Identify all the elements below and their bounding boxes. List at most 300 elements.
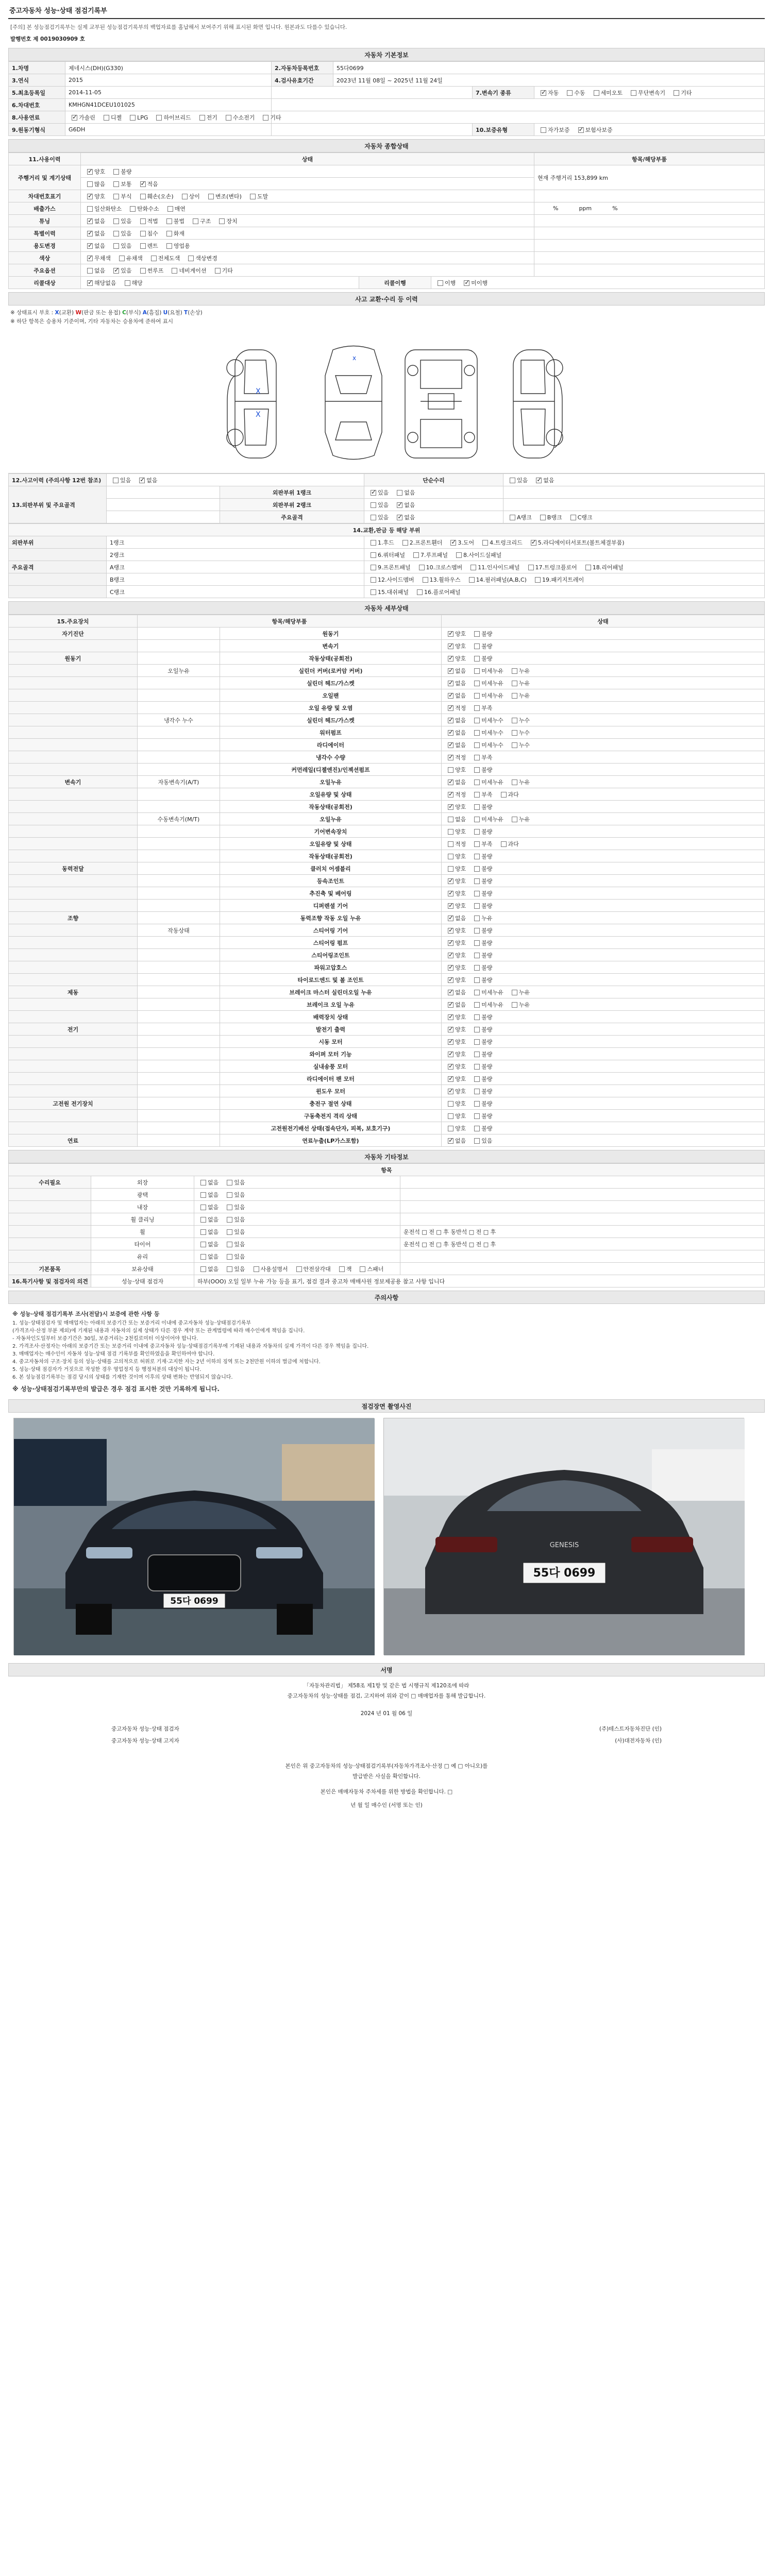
mileage-amount-option-label: 적음 bbox=[147, 180, 158, 188]
detail-checkbox[interactable] bbox=[474, 866, 480, 872]
other-checkbox[interactable] bbox=[296, 1266, 302, 1272]
other-checkbox[interactable] bbox=[339, 1266, 345, 1272]
recall-checkbox[interactable] bbox=[87, 280, 93, 286]
exchange-part-checkbox[interactable] bbox=[450, 540, 456, 546]
other-checkbox[interactable] bbox=[227, 1254, 232, 1260]
legend-code: A bbox=[142, 310, 147, 316]
detail-group bbox=[9, 677, 138, 689]
other-row bbox=[9, 1201, 765, 1213]
main-option-checkbox[interactable] bbox=[140, 268, 146, 274]
exchange-part-checkbox[interactable] bbox=[413, 552, 419, 558]
accident-checkbox[interactable] bbox=[139, 478, 145, 483]
detail-checkbox[interactable] bbox=[448, 866, 453, 872]
rank-checkbox[interactable] bbox=[397, 502, 402, 508]
detail-group bbox=[9, 640, 138, 652]
other-checkbox[interactable] bbox=[227, 1242, 232, 1247]
detail-checkbox[interactable] bbox=[448, 940, 453, 946]
detail-checkbox[interactable] bbox=[512, 730, 517, 736]
transmission-checkbox[interactable] bbox=[674, 90, 679, 96]
basic-row bbox=[9, 74, 765, 87]
detail-checkbox[interactable] bbox=[474, 1064, 480, 1070]
detail-option bbox=[471, 741, 503, 749]
detail-option-label: 누유 bbox=[518, 1001, 530, 1008]
opinion-row bbox=[9, 1275, 765, 1287]
detail-checkbox[interactable] bbox=[512, 817, 517, 822]
detail-checkbox[interactable] bbox=[448, 1064, 453, 1070]
frame-rank-option bbox=[507, 513, 532, 521]
simple-repair-checkbox[interactable] bbox=[536, 478, 542, 483]
vin-checkbox[interactable] bbox=[87, 194, 93, 199]
detail-checkbox[interactable] bbox=[474, 1052, 480, 1057]
fuel-checkbox[interactable] bbox=[104, 115, 109, 121]
rank-checkbox[interactable] bbox=[371, 515, 376, 520]
detail-checkbox[interactable] bbox=[448, 755, 453, 760]
detail-checkbox[interactable] bbox=[448, 1002, 453, 1008]
color-option-label: 유채색 bbox=[126, 255, 143, 262]
detail-sub bbox=[138, 1122, 220, 1134]
fuel-checkbox[interactable] bbox=[199, 115, 205, 121]
detail-checkbox[interactable] bbox=[474, 1002, 480, 1008]
detail-checkbox[interactable] bbox=[448, 1101, 453, 1107]
other-checkbox[interactable] bbox=[200, 1205, 206, 1210]
color-checkbox[interactable] bbox=[119, 256, 125, 261]
exchange-part-checkbox[interactable] bbox=[531, 540, 536, 546]
sign-date: 2024 년 01 월 06 일 bbox=[360, 1710, 413, 1717]
detail-checkbox[interactable] bbox=[512, 693, 517, 699]
detail-group bbox=[9, 949, 138, 961]
detail-checkbox[interactable] bbox=[474, 1101, 480, 1107]
detail-row bbox=[9, 665, 765, 677]
detail-item: 작동상태(공회전) bbox=[220, 850, 442, 862]
detail-checkbox[interactable] bbox=[474, 1113, 480, 1119]
rank-row bbox=[9, 486, 765, 499]
detail-checkbox[interactable] bbox=[474, 854, 480, 859]
rank-label: 13.외판부위 및 주요골격 bbox=[9, 486, 107, 523]
detail-option bbox=[445, 877, 466, 885]
detail-checkbox[interactable] bbox=[474, 878, 480, 884]
tuning-option bbox=[110, 217, 131, 225]
detail-sub bbox=[138, 1048, 220, 1060]
detail-option bbox=[445, 902, 466, 910]
detail-checkbox[interactable] bbox=[474, 928, 480, 934]
tuning-option bbox=[137, 217, 158, 225]
detail-checkbox[interactable] bbox=[474, 755, 480, 760]
detail-checkbox[interactable] bbox=[474, 817, 480, 822]
other-checkbox[interactable] bbox=[200, 1242, 206, 1247]
simple-repair-checkbox[interactable] bbox=[510, 478, 515, 483]
detail-sub bbox=[138, 961, 220, 974]
other-checkbox[interactable] bbox=[227, 1266, 232, 1272]
detail-checkbox[interactable] bbox=[448, 990, 453, 995]
detail-checkbox[interactable] bbox=[448, 792, 453, 798]
exchange-part-checkbox[interactable] bbox=[482, 540, 488, 546]
detail-checkbox[interactable] bbox=[474, 718, 480, 723]
exchange-part-checkbox[interactable] bbox=[423, 577, 428, 583]
basic-row bbox=[9, 111, 765, 124]
detail-checkbox[interactable] bbox=[474, 916, 480, 921]
main-option-checkbox[interactable] bbox=[87, 268, 93, 274]
detail-option bbox=[445, 951, 466, 959]
detail-checkbox[interactable] bbox=[474, 990, 480, 995]
color-checkbox[interactable] bbox=[151, 256, 157, 261]
detail-sub bbox=[138, 1110, 220, 1122]
detail-checkbox[interactable] bbox=[474, 903, 480, 909]
other-option-label: 스패너 bbox=[367, 1265, 384, 1273]
detail-option bbox=[509, 741, 530, 749]
exchange-rank: A랭크 bbox=[107, 561, 364, 573]
warranty-checkbox[interactable] bbox=[541, 127, 546, 133]
detail-checkbox[interactable] bbox=[448, 705, 453, 711]
vin-checkbox[interactable] bbox=[208, 194, 214, 199]
vin-checkbox[interactable] bbox=[250, 194, 256, 199]
rear-badge-text: GENESIS bbox=[549, 1541, 579, 1549]
detail-group bbox=[9, 689, 138, 702]
exchange-part-checkbox[interactable] bbox=[371, 589, 376, 595]
detail-checkbox[interactable] bbox=[474, 1027, 480, 1032]
detail-group bbox=[9, 825, 138, 838]
tuning-option-label: 장치 bbox=[226, 217, 238, 225]
detail-checkbox[interactable] bbox=[448, 1039, 453, 1045]
tuning-checkbox[interactable] bbox=[166, 218, 172, 224]
detail-option bbox=[471, 716, 503, 724]
special-history-checkbox[interactable] bbox=[87, 231, 93, 236]
recall-checkbox[interactable] bbox=[125, 280, 130, 286]
detail-option-label: 불량 bbox=[481, 1026, 493, 1033]
detail-checkbox[interactable] bbox=[474, 1126, 480, 1131]
detail-checkbox[interactable] bbox=[448, 1126, 453, 1131]
special-history-checkbox[interactable] bbox=[113, 231, 119, 236]
detail-checkbox[interactable] bbox=[474, 643, 480, 649]
other-option bbox=[336, 1265, 352, 1273]
detail-checkbox[interactable] bbox=[474, 792, 480, 798]
detail-item: 스티어링조인트 bbox=[220, 949, 442, 961]
detail-checkbox[interactable] bbox=[448, 817, 453, 822]
receipt-date: 년 월 일 매수인 (서명 또는 인) bbox=[350, 1802, 423, 1808]
mileage-checkbox[interactable] bbox=[113, 169, 119, 175]
other-options bbox=[194, 1201, 400, 1213]
mileage-amount-checkbox[interactable] bbox=[140, 181, 146, 187]
detail-checkbox[interactable] bbox=[474, 891, 480, 896]
detail-checkbox[interactable] bbox=[474, 779, 480, 785]
mileage-note-value: 153,899 km bbox=[574, 174, 608, 181]
detail-checkbox[interactable] bbox=[448, 804, 453, 810]
other-checkbox[interactable] bbox=[227, 1217, 232, 1223]
front-photo-image bbox=[14, 1418, 375, 1655]
emission-checkbox[interactable] bbox=[130, 206, 136, 212]
rank-checkbox[interactable] bbox=[397, 490, 402, 496]
usage-change-checkbox[interactable] bbox=[113, 243, 119, 249]
transmission-checkbox[interactable] bbox=[567, 90, 573, 96]
exchange-part-checkbox[interactable] bbox=[528, 565, 534, 570]
detail-option bbox=[445, 1062, 466, 1071]
tuning-checkbox[interactable] bbox=[193, 218, 198, 224]
special-history-checkbox[interactable] bbox=[166, 231, 172, 236]
detail-option-label: 불량 bbox=[481, 1013, 493, 1021]
detail-checkbox[interactable] bbox=[512, 779, 517, 785]
detail-checkbox[interactable] bbox=[512, 990, 517, 995]
detail-option bbox=[445, 963, 466, 972]
mileage-amount-option bbox=[137, 180, 158, 188]
detail-checkbox[interactable] bbox=[448, 965, 453, 971]
detail-checkbox[interactable] bbox=[512, 681, 517, 686]
mileage-amount-checkbox[interactable] bbox=[87, 181, 93, 187]
warranty-checkbox[interactable] bbox=[578, 127, 584, 133]
detail-checkbox[interactable] bbox=[474, 940, 480, 946]
exchange-part-checkbox[interactable] bbox=[469, 577, 475, 583]
transmission-checkbox[interactable] bbox=[594, 90, 599, 96]
other-checkbox[interactable] bbox=[227, 1192, 232, 1198]
mileage-amount-checkbox[interactable] bbox=[113, 181, 119, 187]
note-item: 5. 성능·상태 점검자가 거짓으로 작성한 경우 영업정지 등 행정처분의 대상이 됩니다. bbox=[12, 1367, 201, 1372]
simple-repair-options bbox=[503, 474, 765, 486]
note-item: 6. 본 성능점검기록부는 점검 당시의 상태를 기재한 것이며 이후의 상태 변화는 반영되지 않습니다. bbox=[12, 1375, 233, 1380]
other-checkbox[interactable] bbox=[227, 1180, 232, 1185]
detail-checkbox[interactable] bbox=[474, 668, 480, 674]
detail-option bbox=[445, 667, 466, 675]
detail-checkbox[interactable] bbox=[474, 1089, 480, 1094]
detail-checkbox[interactable] bbox=[474, 841, 480, 847]
detail-checkbox[interactable] bbox=[474, 965, 480, 971]
detail-checkbox[interactable] bbox=[448, 1052, 453, 1057]
detail-checkbox[interactable] bbox=[512, 742, 517, 748]
detail-checkbox[interactable] bbox=[474, 1138, 480, 1144]
detail-state-table bbox=[8, 615, 765, 1147]
usage-change-checkbox[interactable] bbox=[140, 243, 146, 249]
detail-checkbox[interactable] bbox=[448, 668, 453, 674]
detail-checkbox[interactable] bbox=[512, 718, 517, 723]
detail-checkbox[interactable] bbox=[448, 928, 453, 934]
main-option-checkbox[interactable] bbox=[113, 268, 119, 274]
detail-row bbox=[9, 813, 765, 825]
rank-checkbox[interactable] bbox=[371, 490, 376, 496]
special-history-checkbox[interactable] bbox=[140, 231, 146, 236]
main-option-option bbox=[137, 266, 164, 275]
detail-option-label: 없음 bbox=[455, 717, 466, 724]
detail-checkbox[interactable] bbox=[474, 656, 480, 662]
other-checkbox[interactable] bbox=[200, 1180, 206, 1185]
detail-checkbox[interactable] bbox=[448, 1113, 453, 1119]
detail-checkbox[interactable] bbox=[474, 767, 480, 773]
tuning-checkbox[interactable] bbox=[219, 218, 225, 224]
other-option bbox=[224, 1240, 245, 1248]
detail-checkbox[interactable] bbox=[448, 1027, 453, 1032]
detail-checkbox[interactable] bbox=[474, 730, 480, 736]
frame-rank-checkbox[interactable] bbox=[540, 515, 546, 520]
main-option-option bbox=[110, 266, 131, 275]
detail-checkbox[interactable] bbox=[448, 1089, 453, 1094]
detail-sub bbox=[138, 949, 220, 961]
detail-checkbox[interactable] bbox=[474, 977, 480, 983]
detail-checkbox[interactable] bbox=[512, 1002, 517, 1008]
other-checkbox[interactable] bbox=[200, 1254, 206, 1260]
exchange-part-checkbox[interactable] bbox=[371, 540, 376, 546]
exchange-group bbox=[9, 549, 107, 561]
detail-status bbox=[442, 1110, 765, 1122]
tuning-checkbox[interactable] bbox=[87, 218, 93, 224]
vin-checkbox[interactable] bbox=[140, 194, 146, 199]
other-option-label: 사용설명서 bbox=[260, 1265, 288, 1273]
exchange-part-checkbox[interactable] bbox=[371, 577, 376, 583]
fuel-checkbox[interactable] bbox=[226, 115, 231, 121]
detail-checkbox[interactable] bbox=[448, 891, 453, 896]
usage-change-checkbox[interactable] bbox=[87, 243, 93, 249]
detail-checkbox[interactable] bbox=[448, 643, 453, 649]
detail-item: 냉각수 수량 bbox=[220, 751, 442, 764]
other-checkbox[interactable] bbox=[200, 1217, 206, 1223]
frame-rank-checkbox[interactable] bbox=[510, 515, 515, 520]
other-checkbox[interactable] bbox=[200, 1229, 206, 1235]
detail-option bbox=[445, 1137, 466, 1145]
detail-row bbox=[9, 689, 765, 702]
exchange-part-checkbox[interactable] bbox=[371, 565, 376, 570]
detail-row bbox=[9, 875, 765, 887]
detail-group bbox=[9, 1060, 138, 1073]
detail-checkbox[interactable] bbox=[474, 1076, 480, 1082]
vin-checkbox[interactable] bbox=[182, 194, 188, 199]
basic-value2: 2023년 11월 08일 ~ 2025년 11월 24일 bbox=[333, 74, 765, 87]
detail-option-label: 불량 bbox=[481, 828, 493, 835]
detail-checkbox[interactable] bbox=[448, 730, 453, 736]
accident-checkbox[interactable] bbox=[113, 478, 119, 483]
other-checkbox[interactable] bbox=[200, 1192, 206, 1198]
detail-checkbox[interactable] bbox=[474, 804, 480, 810]
front-plate-text: 55다 0699 bbox=[170, 1596, 219, 1606]
tuning-checkbox[interactable] bbox=[140, 218, 146, 224]
detail-checkbox[interactable] bbox=[448, 779, 453, 785]
exchange-items bbox=[364, 536, 765, 549]
other-extra bbox=[400, 1263, 765, 1275]
detail-group bbox=[9, 1011, 138, 1023]
other-option bbox=[224, 1178, 245, 1187]
detail-checkbox[interactable] bbox=[448, 878, 453, 884]
exchange-part-checkbox[interactable] bbox=[419, 565, 425, 570]
other-checkbox[interactable] bbox=[254, 1266, 259, 1272]
emission-option-label: 탄화수소 bbox=[137, 205, 159, 212]
detail-item: 오일 유량 및 오염 bbox=[220, 702, 442, 714]
frame-rank-checkbox[interactable] bbox=[570, 515, 576, 520]
detail-checkbox[interactable] bbox=[501, 841, 507, 847]
detail-checkbox[interactable] bbox=[448, 916, 453, 921]
detail-checkbox[interactable] bbox=[474, 1039, 480, 1045]
usage-change-checkbox[interactable] bbox=[166, 243, 172, 249]
mileage-option-label: 양호 bbox=[94, 168, 106, 175]
other-checkbox[interactable] bbox=[227, 1229, 232, 1235]
detail-checkbox[interactable] bbox=[474, 829, 480, 835]
detail-checkbox[interactable] bbox=[448, 767, 453, 773]
recall-row bbox=[9, 277, 765, 289]
main-option-checkbox[interactable] bbox=[172, 268, 177, 274]
detail-checkbox[interactable] bbox=[448, 718, 453, 723]
main-option-option bbox=[212, 266, 233, 275]
detail-checkbox[interactable] bbox=[448, 903, 453, 909]
color-checkbox[interactable] bbox=[188, 256, 194, 261]
detail-checkbox[interactable] bbox=[448, 841, 453, 847]
detail-checkbox[interactable] bbox=[448, 681, 453, 686]
exchange-part-checkbox[interactable] bbox=[417, 589, 423, 595]
special-history-option bbox=[110, 229, 131, 238]
detail-option bbox=[471, 766, 492, 774]
detail-checkbox[interactable] bbox=[512, 668, 517, 674]
detail-checkbox[interactable] bbox=[448, 977, 453, 983]
detail-checkbox[interactable] bbox=[474, 1014, 480, 1020]
exchange-part-option bbox=[447, 538, 474, 547]
detail-checkbox[interactable] bbox=[448, 854, 453, 859]
detail-checkbox[interactable] bbox=[501, 792, 507, 798]
fuel-checkbox[interactable] bbox=[72, 115, 77, 121]
main-option-checkbox[interactable] bbox=[215, 268, 221, 274]
other-option bbox=[250, 1265, 288, 1273]
rank-checkbox[interactable] bbox=[397, 515, 402, 520]
detail-checkbox[interactable] bbox=[474, 693, 480, 699]
detail-row bbox=[9, 776, 765, 788]
detail-checkbox[interactable] bbox=[448, 953, 453, 958]
exchange-part-option bbox=[399, 538, 443, 547]
vin-checkbox[interactable] bbox=[113, 194, 119, 199]
color-checkbox[interactable] bbox=[87, 256, 93, 261]
recall-done-checkbox[interactable] bbox=[438, 280, 443, 286]
exchange-group: 주요골격 bbox=[9, 561, 107, 573]
rank-checkbox[interactable] bbox=[371, 502, 376, 508]
exchange-part-checkbox[interactable] bbox=[470, 565, 476, 570]
detail-checkbox[interactable] bbox=[474, 705, 480, 711]
detail-checkbox[interactable] bbox=[448, 742, 453, 748]
other-option bbox=[197, 1203, 219, 1211]
emission-checkbox[interactable] bbox=[87, 206, 93, 212]
detail-checkbox[interactable] bbox=[474, 681, 480, 686]
basic-label: 9.원동기형식 bbox=[9, 124, 65, 136]
other-checkbox[interactable] bbox=[360, 1266, 365, 1272]
detail-checkbox[interactable] bbox=[448, 693, 453, 699]
exchange-part-option-label: 12.사이드멤버 bbox=[378, 576, 414, 583]
other-checkbox[interactable] bbox=[200, 1266, 206, 1272]
detail-sub: 자동변속기(A/T) bbox=[138, 776, 220, 788]
rank-option bbox=[367, 513, 389, 521]
transmission-checkbox[interactable] bbox=[541, 90, 546, 96]
emission-checkbox[interactable] bbox=[167, 206, 173, 212]
detail-checkbox[interactable] bbox=[448, 1138, 453, 1144]
exchange-part-checkbox[interactable] bbox=[535, 577, 541, 583]
basic-info-table bbox=[8, 61, 765, 136]
mileage-checkbox[interactable] bbox=[87, 169, 93, 175]
detail-option-label: 과다 bbox=[508, 791, 519, 798]
detail-checkbox[interactable] bbox=[474, 742, 480, 748]
detail-group bbox=[9, 875, 138, 887]
detail-checkbox[interactable] bbox=[474, 631, 480, 637]
detail-checkbox[interactable] bbox=[448, 1076, 453, 1082]
exchange-part-checkbox[interactable] bbox=[585, 565, 591, 570]
exchange-part-checkbox[interactable] bbox=[456, 552, 462, 558]
other-group bbox=[9, 1201, 91, 1213]
detail-checkbox[interactable] bbox=[474, 953, 480, 958]
exchange-part-checkbox[interactable] bbox=[371, 552, 376, 558]
fuel-checkbox[interactable] bbox=[130, 115, 136, 121]
detail-checkbox[interactable] bbox=[448, 656, 453, 662]
fuel-checkbox[interactable] bbox=[156, 115, 162, 121]
exchange-part-checkbox[interactable] bbox=[402, 540, 408, 546]
detail-item: 배력장치 상태 bbox=[220, 1011, 442, 1023]
detail-col-device: 15.주요장치 bbox=[9, 615, 138, 628]
detail-checkbox[interactable] bbox=[448, 631, 453, 637]
detail-sub bbox=[138, 677, 220, 689]
transmission-checkbox[interactable] bbox=[631, 90, 636, 96]
other-checkbox[interactable] bbox=[227, 1205, 232, 1210]
tuning-checkbox[interactable] bbox=[113, 218, 119, 224]
detail-checkbox[interactable] bbox=[448, 1014, 453, 1020]
detail-checkbox[interactable] bbox=[448, 829, 453, 835]
recall-done-checkbox[interactable] bbox=[464, 280, 469, 286]
exchange-part-option-label: 4.트렁크리드 bbox=[490, 539, 523, 546]
fuel-checkbox[interactable] bbox=[263, 115, 268, 121]
